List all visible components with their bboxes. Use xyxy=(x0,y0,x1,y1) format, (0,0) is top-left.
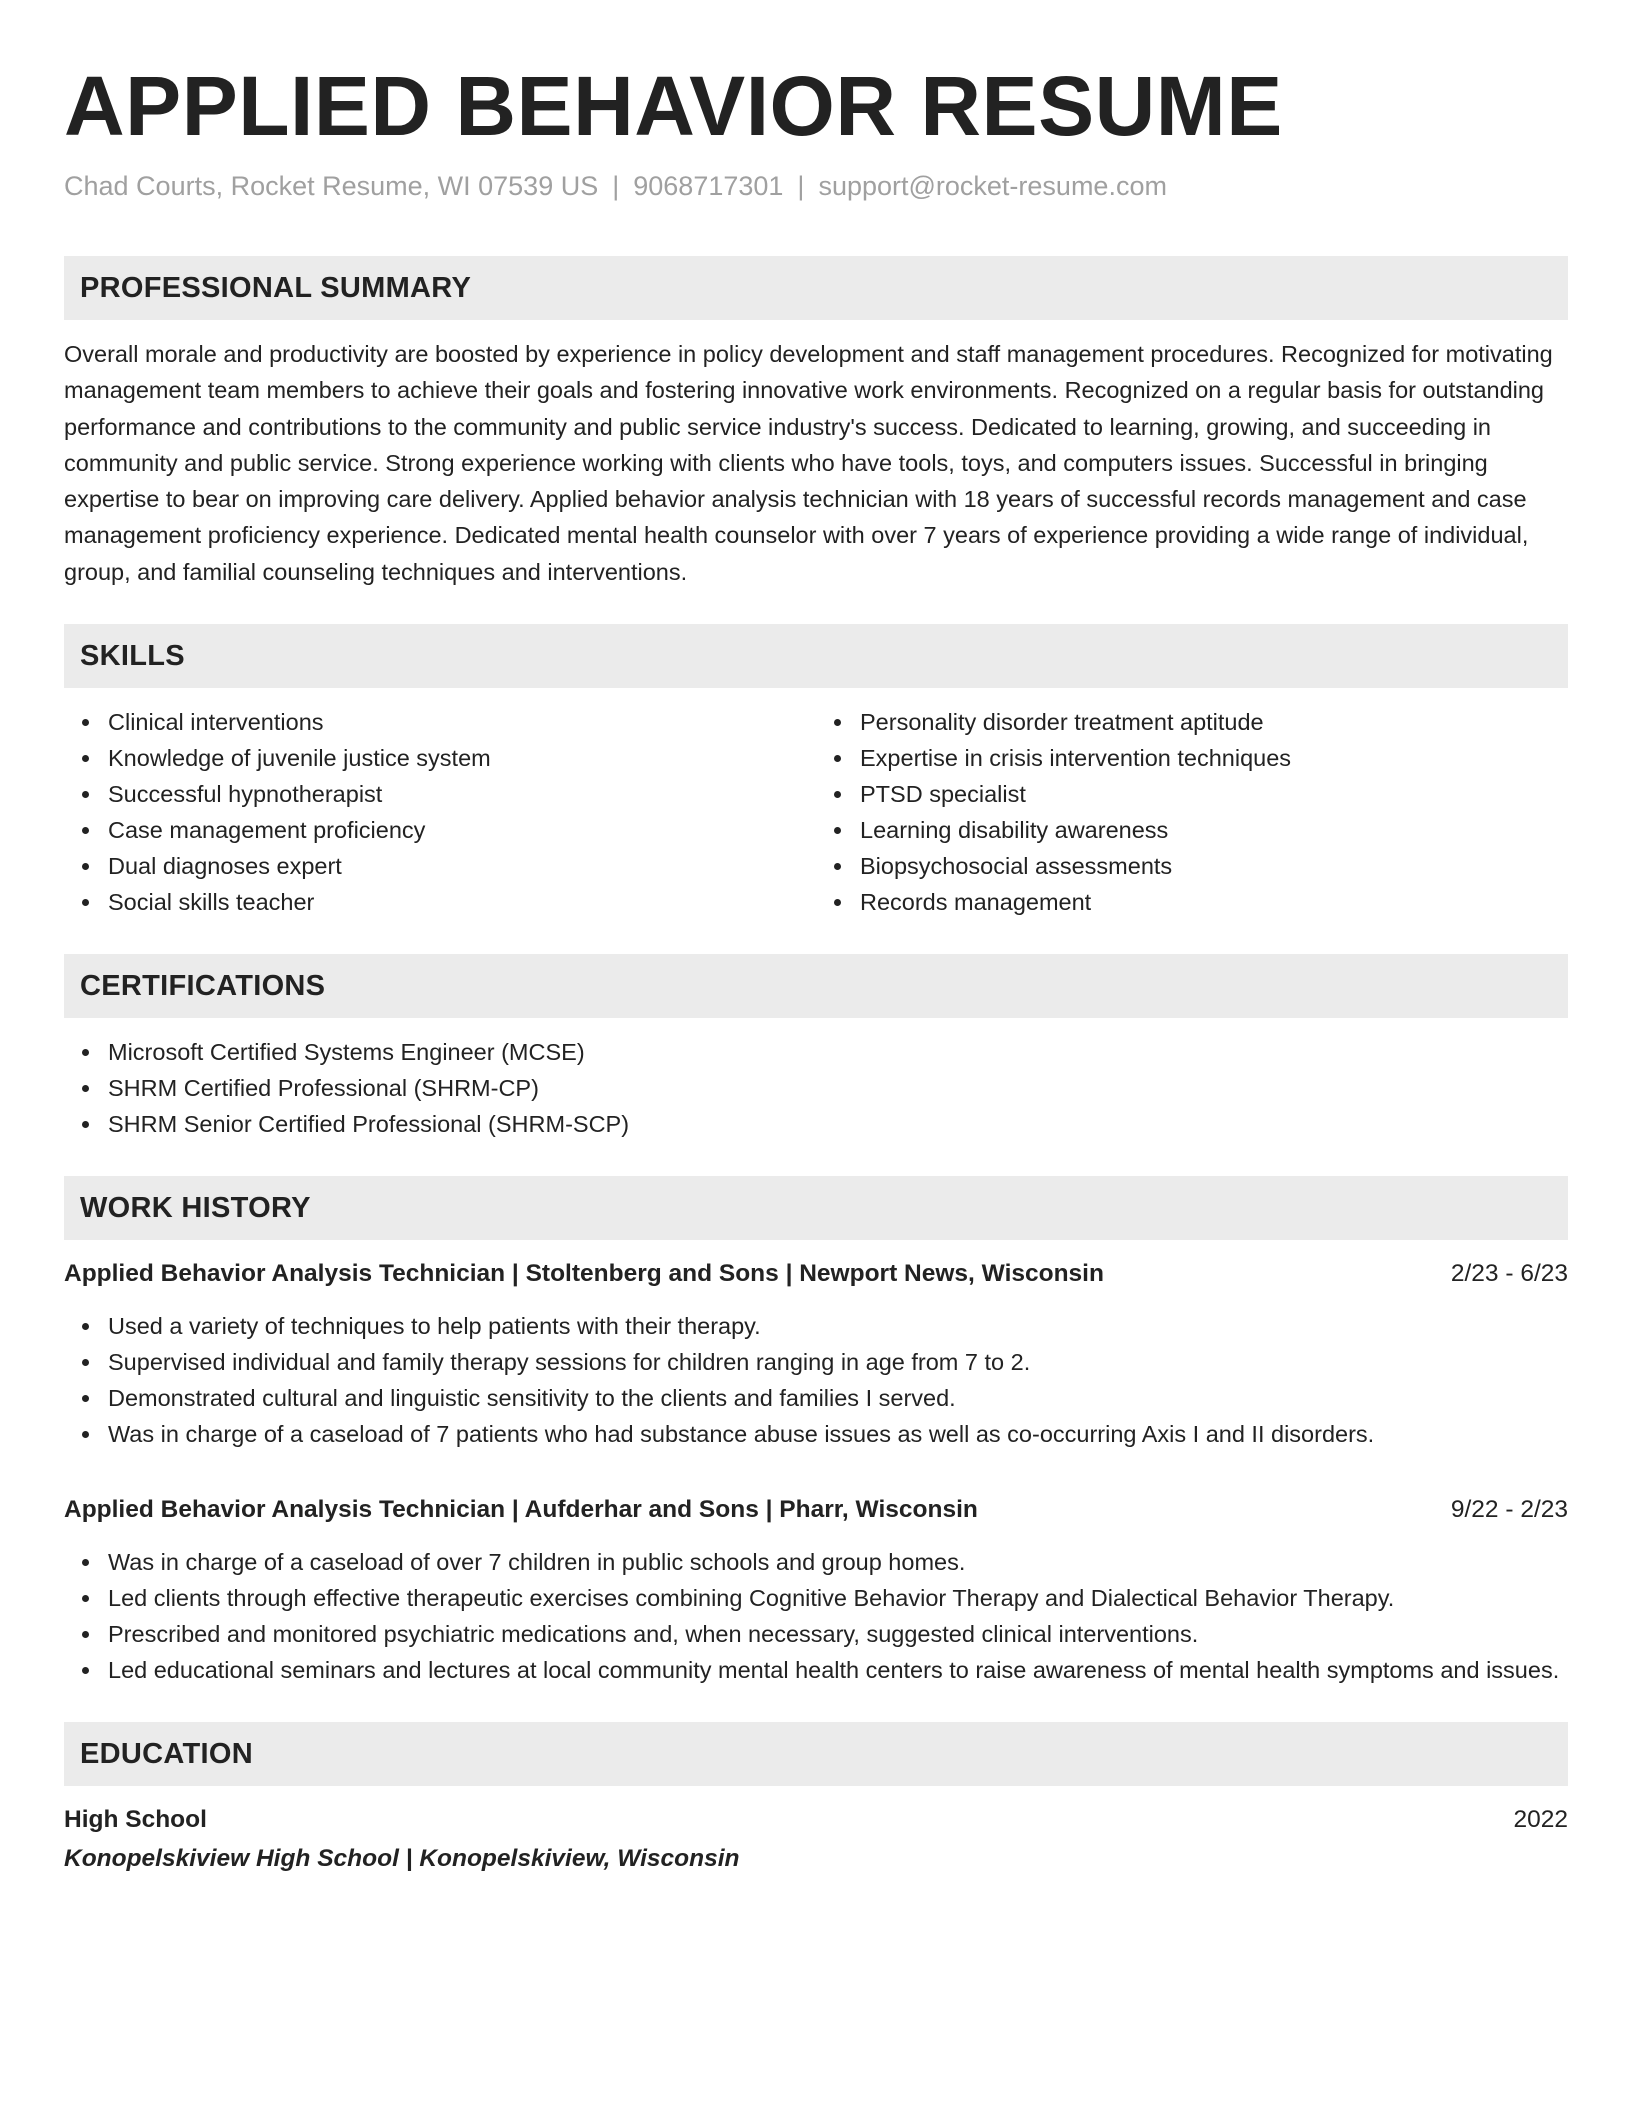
education-year: 2022 xyxy=(1513,1806,1568,1834)
job-duty: Led educational seminars and lectures at local community mental health centers to raise awareness of mental health symptoms and issues. xyxy=(108,1652,1568,1688)
skills-section xyxy=(64,624,1568,920)
job-duty: Was in charge of a caseload of 7 patients who had substance abuse issues as well as co-occurring Axis I and II disorders. xyxy=(108,1416,1568,1452)
job-duty: Was in charge of a caseload of over 7 children in public schools and group homes. xyxy=(108,1544,1568,1580)
summary-section xyxy=(64,256,1568,590)
job-entry xyxy=(64,1492,1568,1688)
skills-grid xyxy=(64,704,1568,920)
job-duty: Prescribed and monitored psychiatric medications and, when necessary, suggested clinical interventions. xyxy=(108,1616,1568,1652)
contact-address: Chad Courts, Rocket Resume, WI 07539 US xyxy=(64,171,599,201)
job-duties xyxy=(64,1308,1568,1452)
job-duties xyxy=(64,1544,1568,1688)
skill-item: Expertise in crisis intervention techniques xyxy=(860,740,1568,776)
certifications-heading: CERTIFICATIONS xyxy=(64,954,1568,1018)
skill-item: Knowledge of juvenile justice system xyxy=(108,740,816,776)
certifications-list xyxy=(64,1034,1568,1142)
education-degree: High School xyxy=(64,1806,207,1834)
resume-title: APPLIED BEHAVIOR RESUME xyxy=(64,59,1283,153)
certifications-section xyxy=(64,954,1568,1142)
summary-heading: PROFESSIONAL SUMMARY xyxy=(64,256,1568,320)
job-entry xyxy=(64,1256,1568,1452)
work-history-section xyxy=(64,1176,1568,1688)
skills-list-left xyxy=(64,704,816,920)
education-section xyxy=(64,1722,1568,1877)
skill-item: Case management proficiency xyxy=(108,812,816,848)
education-school: Konopelskiview High School | Konopelskiview, Wisconsin xyxy=(64,1845,740,1873)
contact-phone: 9068717301 xyxy=(633,171,784,201)
contact-separator: | xyxy=(612,171,620,201)
skill-item: Clinical interventions xyxy=(108,704,816,740)
skill-item: Dual diagnoses expert xyxy=(108,848,816,884)
summary-text: Overall morale and productivity are boosted by experience in policy development and staff management procedures. Recognized for motivating management team members to achieve their goals and fostering innovative work environments. Recognized on a regular basis for outstanding performance and contributions to the community and public service industry's success. Dedicated to learning, growing, and succeeding in community and public service. Strong experience working with clients who have tools, toys, and computers issues. Successful in bringing expertise to bear on improving care delivery. Applied behavior analysis technician with 18 years of successful records management and case management proficiency experience. Dedicated mental health counselor with over 7 years of experience providing a wide range of individual, group, and familial counseling techniques and interventions. xyxy=(64,341,1553,585)
job-duty: Used a variety of techniques to help patients with their therapy. xyxy=(108,1308,1568,1344)
job-header xyxy=(64,1256,1568,1292)
skill-item: Records management xyxy=(860,884,1568,920)
skill-item: Successful hypnotherapist xyxy=(108,776,816,812)
job-duty: Supervised individual and family therapy sessions for children ranging in age from 7 to 2. xyxy=(108,1344,1568,1380)
certification-item: SHRM Certified Professional (SHRM-CP) xyxy=(108,1070,1568,1106)
job-header xyxy=(64,1492,1568,1528)
contact-separator: | xyxy=(797,171,805,201)
certification-item: SHRM Senior Certified Professional (SHRM-SCP) xyxy=(108,1106,1568,1142)
job-dates: 2/23 - 6/23 xyxy=(1450,1260,1568,1288)
certification-item: Microsoft Certified Systems Engineer (MCSE) xyxy=(108,1034,1568,1070)
job-title: Applied Behavior Analysis Technician | Aufderhar and Sons | Pharr, Wisconsin xyxy=(64,1496,978,1524)
work-history-heading: WORK HISTORY xyxy=(64,1176,1568,1240)
skill-item: Social skills teacher xyxy=(108,884,816,920)
education-heading: EDUCATION xyxy=(64,1722,1568,1786)
job-duty: Demonstrated cultural and linguistic sensitivity to the clients and families I served. xyxy=(108,1380,1568,1416)
skill-item: Biopsychosocial assessments xyxy=(860,848,1568,884)
contact-line xyxy=(64,168,1568,204)
job-duty: Led clients through effective therapeutic exercises combining Cognitive Behavior Therapy and Dialectical Behavior Therapy. xyxy=(108,1580,1568,1616)
skill-item: Learning disability awareness xyxy=(860,812,1568,848)
contact-email: support@rocket-resume.com xyxy=(818,171,1167,201)
skill-item: PTSD specialist xyxy=(860,776,1568,812)
skill-item: Personality disorder treatment aptitude xyxy=(860,704,1568,740)
skills-list-right xyxy=(816,704,1568,920)
job-title: Applied Behavior Analysis Technician | Stoltenberg and Sons | Newport News, Wisconsin xyxy=(64,1260,1104,1288)
job-dates: 9/22 - 2/23 xyxy=(1450,1496,1568,1524)
education-header xyxy=(64,1802,1568,1838)
skills-heading: SKILLS xyxy=(64,624,1568,688)
